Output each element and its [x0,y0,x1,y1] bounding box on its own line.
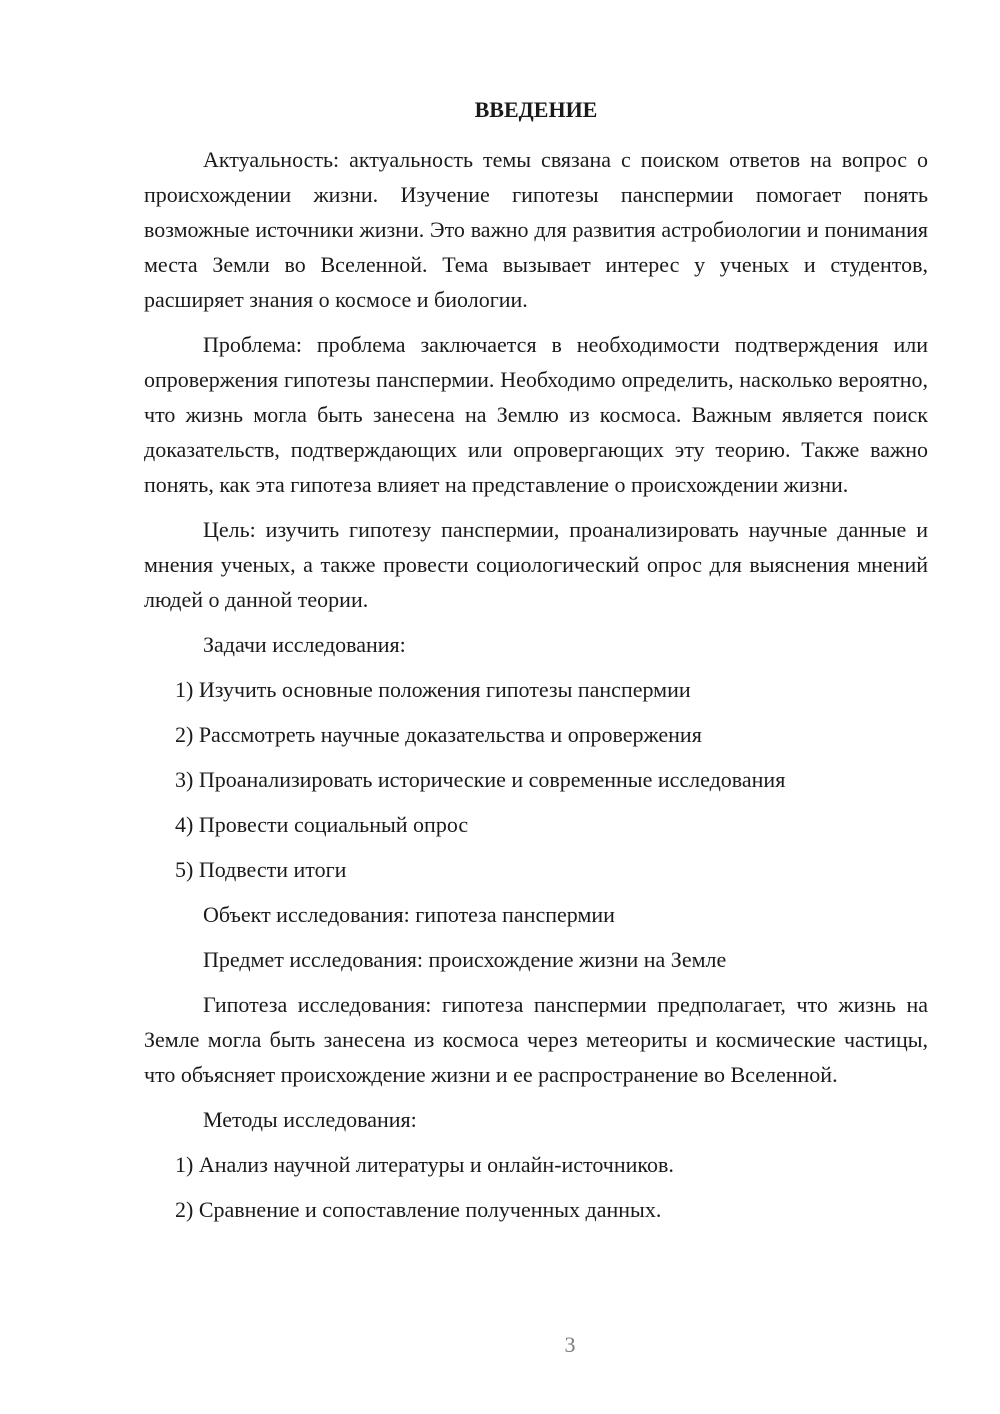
tasks-heading: Задачи исследования: [203,632,406,657]
relevance-paragraph: Актуальность: актуальность темы связана с поиском ответов на вопрос о происхождении жизни. Изучение гипотезы панспермии помогает понять возможные источники жизни. Это важно для развития астробиологии и понимания места Земли во Вселенной. Тема вызывает интерес у ученых и студентов, расширяет знания о космосе и биологии. [144,147,928,312]
task-item-1: 1) Изучить основные положения гипотезы панспермии [175,677,691,702]
method-item-1: 1) Анализ научной литературы и онлайн-источников. [175,1152,674,1177]
task-item-5: 5) Подвести итоги [175,857,347,882]
page-title: ВВЕДЕНИЕ [474,97,598,122]
research-subject: Предмет исследования: происхождение жизни на Земле [203,947,727,972]
task-item-4: 4) Провести социальный опрос [175,812,469,837]
hypothesis-paragraph: Гипотеза исследования: гипотеза панспермии предполагает, что жизнь на Земле могла быть занесена из космоса через метеориты и космические частицы, что объясняет происхождение жизни и ее распространение во Вселенной. [144,992,928,1087]
document-page [144,92,928,1237]
task-item-2: 2) Рассмотреть научные доказательства и опровержения [175,722,702,747]
research-object: Объект исследования: гипотеза панспермии [203,902,615,927]
method-item-2: 2) Сравнение и сопоставление полученных данных. [175,1197,662,1222]
goal-paragraph: Цель: изучить гипотезу панспермии, проанализировать научные данные и мнения ученых, а также провести социологический опрос для выяснения мнений людей о данной теории. [144,517,928,612]
problem-paragraph: Проблема: проблема заключается в необходимости подтверждения или опровержения гипотезы панспермии. Необходимо определить, насколько вероятно, что жизнь могла быть занесена на Землю из космоса. Важным является поиск доказательств, подтверждающих или опровергающих эту теорию. Также важно понять, как эта гипотеза влияет на представление о происхождении жизни. [144,332,928,497]
methods-heading: Методы исследования: [203,1107,417,1132]
page-number: 3 [564,1332,576,1357]
task-item-3: 3) Проанализировать исторические и современные исследования [175,767,786,792]
